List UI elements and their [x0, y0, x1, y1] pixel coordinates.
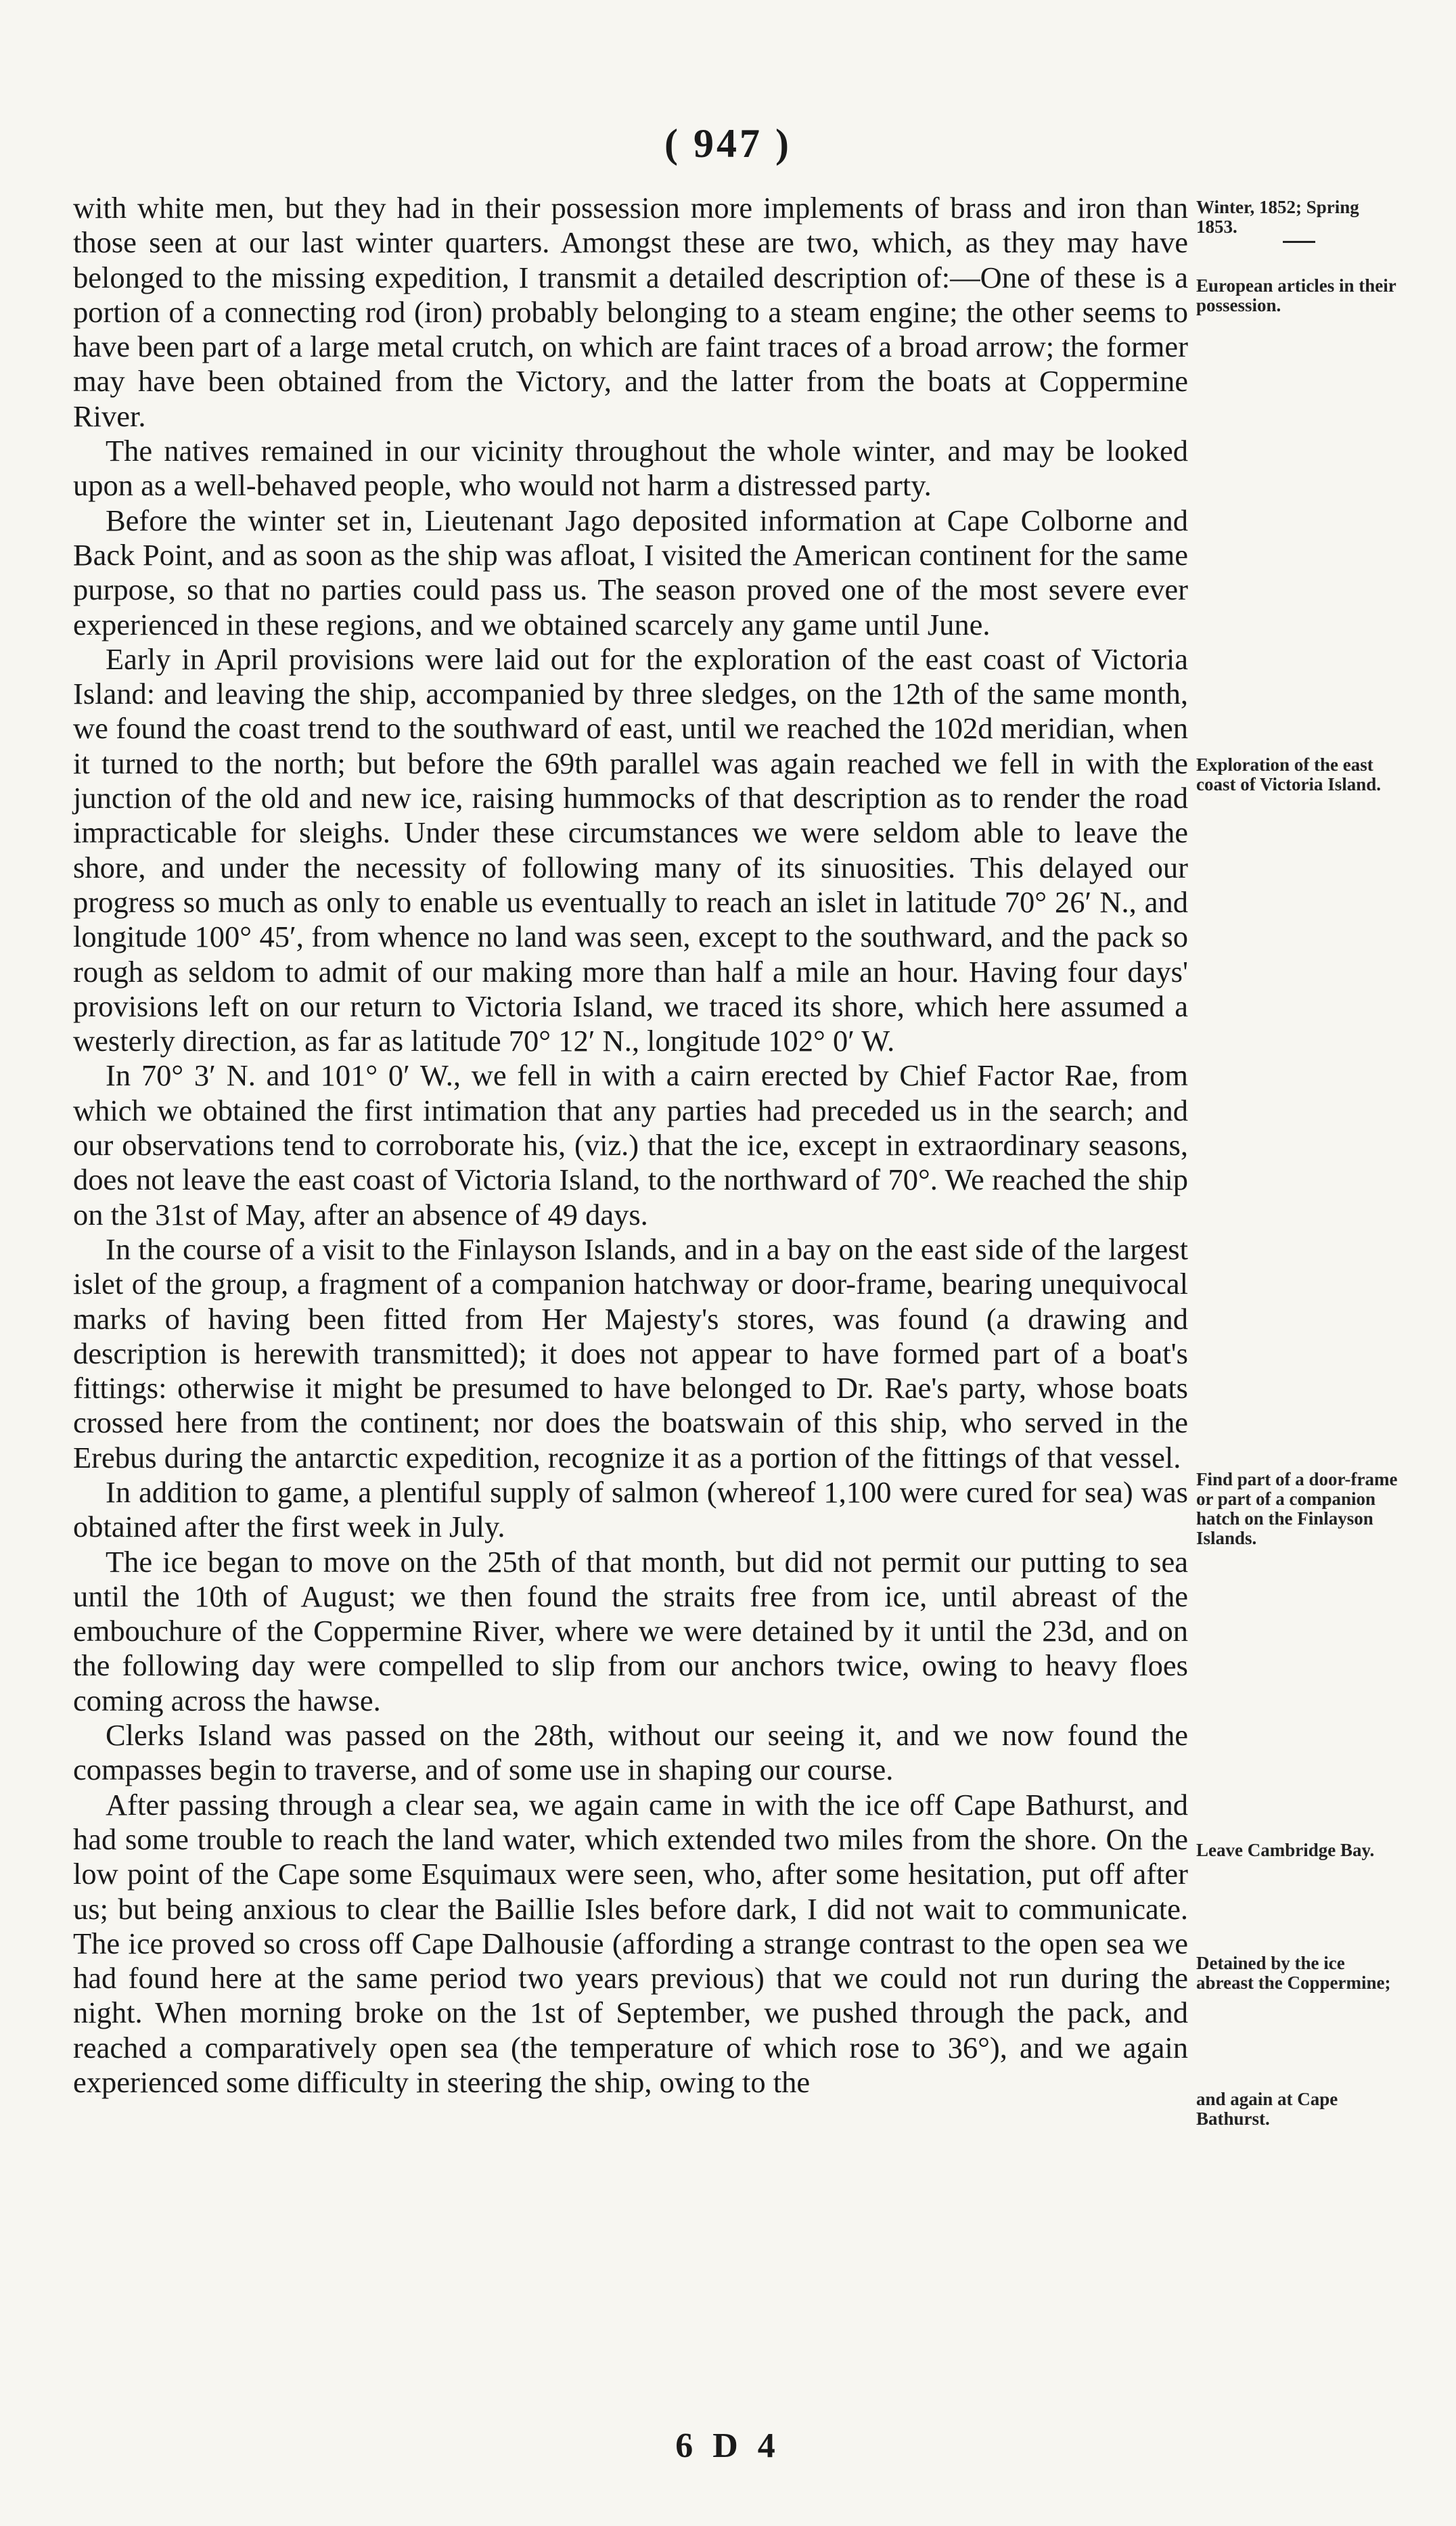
- margin-note-text: Winter, 1852; Spring 1853.: [1196, 197, 1359, 237]
- margin-note-leave-cambridge: Leave Cambridge Bay.: [1196, 1840, 1375, 1860]
- paragraph: In the course of a visit to the Finlayson Islands, and in a bay on the east side of the largest islet of the group, a fragment of a companion hatchway or door-frame, bearing unequivocal marks of having been fitted from Her Majesty's stores, was found (a drawing and description is herewith transmitted); it does not appear to have formed part of a boat's fittings: otherwise it might be presumed to have belonged to Dr. Rae's party, whose boats crossed here from the continent; nor does the boatswain of this ship, who served in the Erebus during the antarctic expedition, recognize it as a portion of the fittings of that vessel.: [73, 1232, 1188, 1474]
- margin-note-european-articles: European articles in their possession.: [1196, 275, 1396, 315]
- paragraph: In addition to game, a plentiful supply of salmon (whereof 1,100 were cured for sea) was obtained after the first week in July.: [73, 1474, 1188, 1544]
- page-number: ( 947 ): [664, 121, 792, 166]
- paragraph: The natives remained in our vicinity throughout the whole winter, and may be looked upon as a well-behaved people, who would not harm a distressed party.: [73, 434, 1188, 503]
- paragraph: with white men, but they had in their possession more implements of brass and iron than those seen at our last winter quarters. Amongst these are two, which, as they may have belonged to the missing expedition, I transmit a detailed description of:—One of these is a portion of a connecting rod (iron) probably belonging to a steam engine; the other seems to have been part of a large metal crutch, on which are faint traces of a broad arrow; the former may have been obtained from the Victory, and the latter from the boats at Coppermine River.: [73, 191, 1188, 433]
- margin-note-again-cape: and again at Cape Bathurst.: [1196, 2089, 1338, 2129]
- paragraph: Early in April provisions were laid out for the exploration of the east coast of Victoria Island: and leaving the ship, accompanied by three sledges, on the 12th of the same month, we found the coast trend to the southward of east, until we reached the 102d meridian, when it turned to the north; but before the 69th parallel was again reached we fell in with the junction of the old and new ice, raising hummocks of that description as to render the road impracticable for sleighs. Under these circumstances we were seldom able to leave the shore, and under the necessity of following many of its sinuosities. This delayed our progress so much as only to enable us eventually to reach an islet in latitude 70° 26′ N., and longitude 100° 45′, from whence no land was seen, except to the southward, and the pack so rough as seldom to admit of our making more than half a mile an hour. Having four days' provisions left on our return to Victoria Island, we traced its shore, which here assumed a westerly direction, as far as latitude 70° 12′ N., longitude 102° 0′ W.: [73, 641, 1188, 1058]
- margin-note-detained: Detained by the ice abreast the Coppermine;: [1196, 1953, 1391, 1993]
- signature-mark: 6 D 4: [675, 2427, 781, 2465]
- margin-note-exploration: Exploration of the east coast of Victoria Island.: [1196, 754, 1381, 794]
- paragraph: In 70° 3′ N. and 101° 0′ W., we fell in with a cairn erected by Chief Factor Rae, from which we obtained the first intimation that any parties had preceded us in the search; and our observations tend to corroborate his, (viz.) that the ice, except in extraordinary seasons, does not leave the east coast of Victoria Island, to the northward of 70°. We reached the ship on the 31st of May, after an absence of 49 days.: [73, 1058, 1188, 1232]
- margin-note-rule: [1283, 241, 1315, 243]
- paragraph: After passing through a clear sea, we again came in with the ice off Cape Bathurst, and had some trouble to reach the land water, which extended two miles from the shore. On the low point of the Cape some Esquimaux were seen, who, after some hesitation, put off after us; but being anxious to clear the Baillie Isles before dark, I did not wait to communicate. The ice proved so cross off Cape Dalhousie (affording a strange contrast to the open sea we had found here at the same period two years previous) that we could not run during the night. When morning broke on the 1st of September, we pushed through the pack, and reached a comparatively open sea (the temperature of which rose to 36°), and we again experienced some difficulty in steering the ship, owing to the: [73, 1787, 1188, 2100]
- paragraph: The ice began to move on the 25th of that month, but did not permit our putting to sea until the 10th of August; we then found the straits free from ice, until abreast of the embouchure of the Coppermine River, where we were detained by it until the 23d, and on the following day were compelled to slip from our anchors twice, owing to heavy floes coming across the hawse.: [73, 1544, 1188, 1717]
- main-text: [73, 191, 1188, 2100]
- paragraph: Before the winter set in, Lieutenant Jago deposited information at Cape Colborne and Back Point, and as soon as the ship was afloat, I visited the American continent for the same purpose, so that no parties could pass us. The season proved one of the most severe ever experienced in these regions, and we obtained scarcely any game until June.: [73, 503, 1188, 641]
- margin-note-winter-spring: [1196, 198, 1399, 243]
- margin-note-find-door-frame: Find part of a door-frame or part of a companion hatch on the Finlayson Islands.: [1196, 1469, 1398, 1548]
- paragraph: Clerks Island was passed on the 28th, without our seeing it, and we now found the compasses begin to traverse, and of some use in shaping our course.: [73, 1718, 1188, 1787]
